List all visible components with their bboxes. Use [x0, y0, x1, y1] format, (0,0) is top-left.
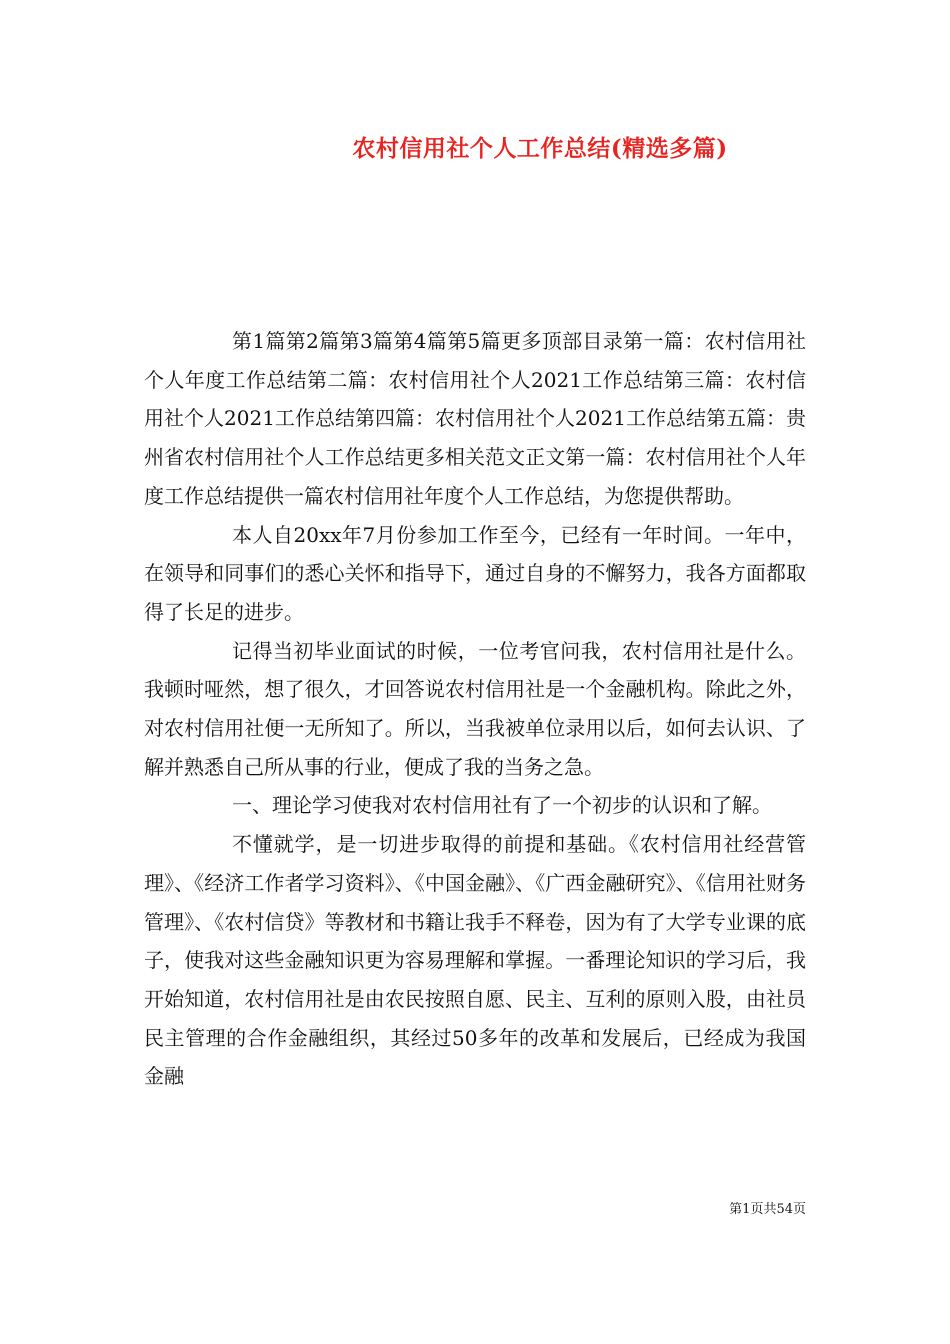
- paragraph-table-of-contents: 第1篇第2篇第3篇第4篇第5篇更多顶部目录第一篇：农村信用社个人年度工作总结第二篇：农村信用社个人2021工作总结第三篇：农村信用社个人2021工作总结第四篇：农村信用社个人2021工作总结第五篇：贵州省农村信用社个人工作总结更多相关范文正文第一篇：农村信用社个人年度工作总结提供一篇农村信用社年度个人工作总结，为您提供帮助。: [144, 329, 806, 508]
- document-body: [144, 322, 806, 1096]
- page-number-footer: 第1页共54页: [729, 1202, 806, 1217]
- paragraph-introduction: 本人自20xx年7月份参加工作至今，已经有一年时间。一年中，在领导和同事们的悉心关怀和指导下，通过自身的不懈努力，我各方面都取得了长足的进步。: [144, 522, 806, 624]
- document-title: 农村信用社个人工作总结(精选多篇): [352, 135, 728, 162]
- paragraph-theory-study: 不懂就学，是一切进步取得的前提和基础。《农村信用社经营管理》、《经济工作者学习资料》、《中国金融》、《广西金融研究》、《信用社财务管理》、《农村信贷》等教材和书籍让我手不释卷，因为有了大学专业课的底子，使我对这些金融知识更为容易理解和掌握。一番理论知识的学习后，我开始知道，农村信用社是由农民按照自愿、民主、互利的原则入股，由社员民主管理的合作金融组织，其经过50多年的改革和发展后，已经成为我国金融: [144, 832, 806, 1089]
- section-heading-theory-study: 一、理论学习使我对农村信用社有了一个初步的认识和了解。: [232, 793, 772, 818]
- paragraph-interview-memory: 记得当初毕业面试的时候，一位考官问我，农村信用社是什么。我顿时哑然，想了很久，才回答说农村信用社是一个金融机构。除此之外，对农村信用社便一无所知了。所以，当我被单位录用以后，如何去认识、了解并熟悉自己所从事的行业，便成了我的当务之急。: [144, 638, 806, 779]
